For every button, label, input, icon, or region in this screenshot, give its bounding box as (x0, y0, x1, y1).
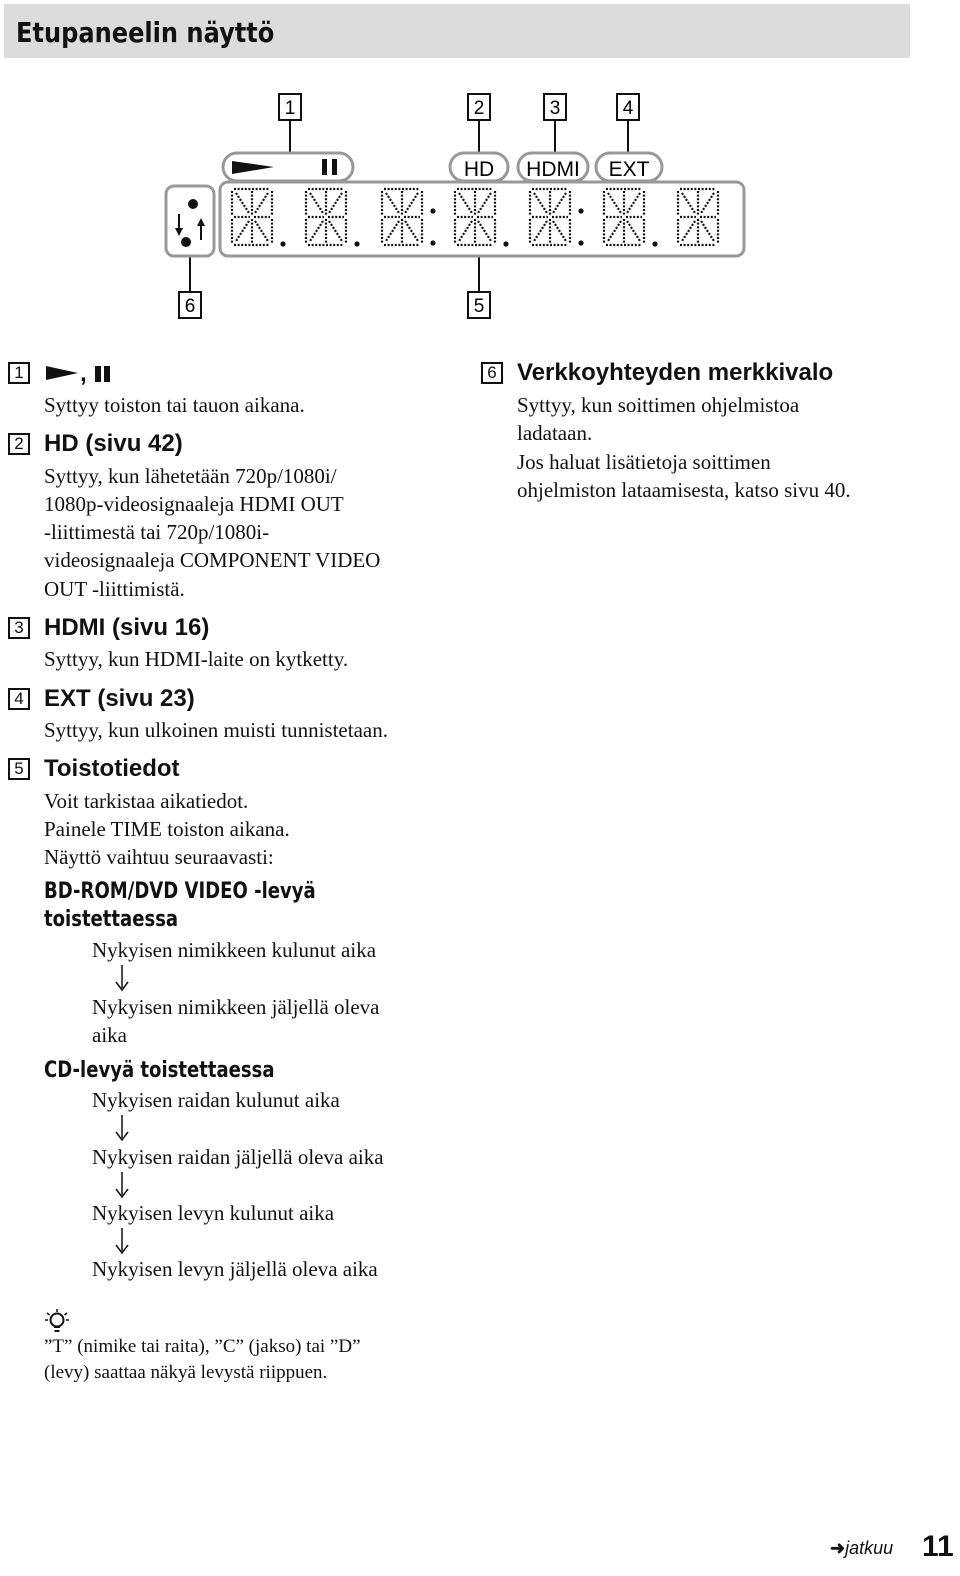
segment-digit (306, 189, 360, 247)
item-2-badge: 2 (8, 433, 30, 455)
segment-digit (530, 189, 584, 246)
item-5-line: Näyttö vaihtuu seuraavasti: (44, 845, 274, 869)
down-arrow-icon (114, 1227, 130, 1255)
sequence-1-step: Nykyisen nimikkeen jäljellä oleva (92, 995, 380, 1019)
front-panel-display-diagram (0, 80, 960, 330)
item-1-title (44, 360, 113, 388)
page-number: 11 (922, 1530, 954, 1563)
callout-2-label: 2 (473, 98, 485, 119)
item-5-line: Voit tarkistaa aikatiedot. (44, 789, 249, 813)
callout-1-label: 1 (284, 98, 296, 119)
item-6-line: ladataan. (517, 421, 593, 445)
item-6-title: Verkkoyhteyden merkkivalo (517, 359, 834, 386)
item-5-badge: 5 (8, 758, 30, 780)
sequence-2-step: Nykyisen raidan kulunut aika (92, 1088, 340, 1112)
ext-indicator-label: EXT (608, 158, 650, 181)
sequence-2-step: Nykyisen raidan jäljellä oleva aika (92, 1145, 384, 1169)
right-arrow-icon: ➜ (830, 1538, 846, 1558)
segment-digit (678, 189, 718, 245)
section-header (4, 4, 910, 58)
callout-4-label: 4 (622, 98, 634, 119)
callout-1 (279, 94, 301, 154)
network-arrows-icon (175, 199, 205, 247)
segment-digit (455, 189, 509, 247)
sequence-1-step: Nykyisen nimikkeen kulunut aika (92, 938, 377, 962)
item-2-line: OUT -liittimistä. (44, 577, 185, 601)
lightbulb-icon (44, 1308, 70, 1336)
item-6-line: ohjelmiston lataamisesta, katso sivu 40. (517, 478, 851, 502)
callout-5-label: 5 (473, 296, 485, 317)
item-6-line: Syttyy, kun soittimen ohjelmistoa (517, 393, 800, 417)
item-4-badge: 4 (8, 688, 30, 710)
item-1-sep: , (80, 360, 94, 387)
down-arrow-icon (114, 964, 130, 992)
callout-3 (544, 94, 566, 154)
item-5-line: Painele TIME toiston aikana. (44, 817, 290, 841)
item-2-line: 1080p-videosignaaleja HDMI OUT (44, 492, 344, 516)
segment-digits (232, 189, 718, 247)
callout-4 (617, 94, 639, 154)
item-6-badge: 6 (481, 362, 503, 384)
callout-5 (468, 256, 490, 318)
page-title: Etupaneelin näyttö (16, 16, 275, 49)
item-5-title: Toistotiedot (44, 755, 180, 782)
item-3-line: Syttyy, kun HDMI-laite on kytketty. (44, 647, 349, 671)
tip-line: (levy) saattaa näkyä levystä riippuen. (44, 1362, 328, 1383)
segment-display (220, 182, 744, 256)
play-icon (44, 363, 80, 383)
sequence-2-heading: CD-levyä toistettaessa (44, 1058, 275, 1083)
item-3-title: HDMI (sivu 16) (44, 614, 210, 641)
pause-icon (93, 363, 113, 383)
continue-indicator (830, 1538, 893, 1559)
network-indicator (166, 186, 214, 256)
segment-digit (382, 189, 436, 246)
item-2-line: videosignaaleja COMPONENT VIDEO (44, 548, 381, 572)
play-icon (232, 161, 274, 174)
callout-2 (468, 94, 490, 154)
continue-label: jatkuu (845, 1538, 894, 1558)
sequence-1-step: aika (92, 1023, 127, 1047)
hdmi-indicator (518, 153, 588, 181)
pause-icon (322, 159, 327, 175)
sequence-1-heading: BD-ROM/DVD VIDEO -levyä (44, 879, 316, 904)
segment-digit (604, 189, 658, 247)
callout-6 (179, 256, 201, 318)
item-2-title: HD (sivu 42) (44, 430, 183, 457)
segment-digit (232, 189, 286, 247)
callout-3-label: 3 (549, 98, 561, 119)
down-arrow-icon (114, 1114, 130, 1142)
down-arrow-icon (114, 1171, 130, 1199)
item-2-line: Syttyy, kun lähetetään 720p/1080i/ (44, 464, 337, 488)
item-1-line: Syttyy toiston tai tauon aikana. (44, 393, 305, 417)
sequence-2-step: Nykyisen levyn kulunut aika (92, 1201, 335, 1225)
item-3-badge: 3 (8, 617, 30, 639)
tip-line: ”T” (nimike tai raita), ”C” (jakso) tai ”D” (44, 1336, 361, 1357)
item-6-line: Jos haluat lisätietoja soittimen (517, 450, 771, 474)
sequence-1-heading: toistettaessa (44, 907, 179, 932)
play-pause-indicator (223, 153, 353, 181)
sequence-2-step: Nykyisen levyn jäljellä oleva aika (92, 1257, 378, 1281)
item-4-title: EXT (sivu 23) (44, 685, 195, 712)
item-4-line: Syttyy, kun ulkoinen muisti tunnistetaan. (44, 718, 388, 742)
hd-indicator-label: HD (463, 158, 495, 181)
ext-indicator (596, 153, 662, 181)
item-1-badge: 1 (8, 362, 30, 384)
hd-indicator (450, 153, 508, 181)
callout-6-label: 6 (184, 296, 196, 317)
hdmi-indicator-label: HDMI (526, 158, 580, 181)
item-2-line: -liittimestä tai 720p/1080i- (44, 520, 270, 544)
